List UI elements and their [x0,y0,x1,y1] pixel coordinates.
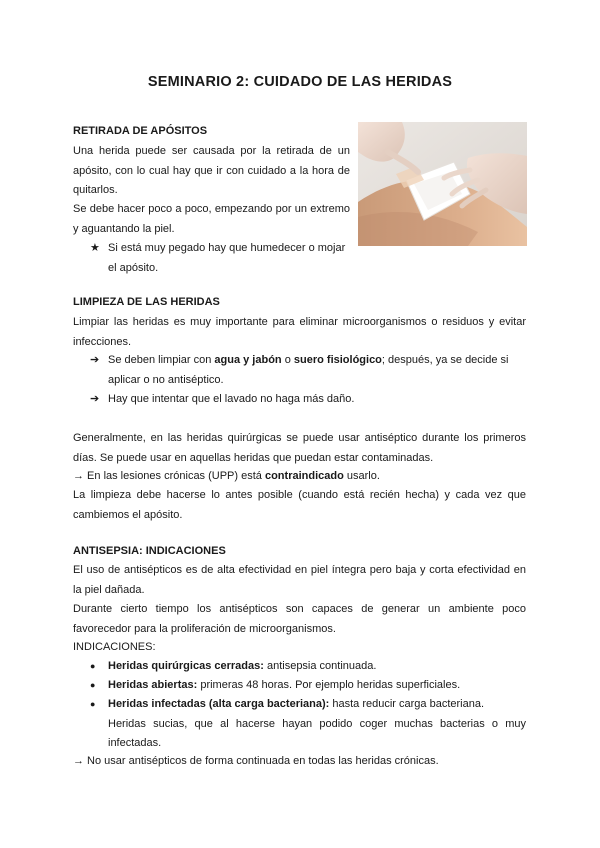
antisepsia-item-3 [108,695,526,715]
star-bullet-icon: ★ [90,242,100,254]
antisepsia-i1-bold: Heridas quirúrgicas cerradas: [108,660,264,672]
retirada-paragraph-1: Una herida puede ser causada por la retirada de un apósito, con lo cual hay que ir con cuidado a la hora de quitarlos. [73,145,350,196]
arrow-bullet-icon: ➔ [90,354,100,366]
antisepsia-i3-text: hasta reducir carga bacteriana. [329,698,485,710]
limpieza-p3-pre: → En las lesiones crónicas (UPP) está [73,470,265,482]
list-item [90,390,528,410]
antisepsia-i2-bold: Heridas abiertas: [108,679,198,691]
page-title: SEMINARIO 2: CUIDADO DE LAS HERIDAS [147,74,453,90]
retirada-bullet-text: Si está muy pegado hay que humedecer o mojar el apósito. [108,242,346,274]
antisepsia-paragraph-1: El uso de antisépticos es de alta efectividad en piel íntegra pero baja y corta efectividad en la piel dañada. [73,564,526,596]
limpieza-paragraph-3 [73,467,526,487]
list-item [90,657,528,677]
dressing-removal-photo [358,122,527,246]
section-heading-antisepsia: ANTISEPSIA: INDICACIONES [73,545,226,557]
limpieza-paragraph-4: La limpieza debe hacerse lo antes posible (cuando está recién hecha) y cada vez que cambiemos el apósito. [73,489,526,521]
antisepsia-i1-text: antisepsia continuada. [263,660,377,672]
antisepsia-item-2 [108,676,526,696]
list-item [90,239,352,279]
section-heading-limpieza: LIMPIEZA DE LAS HERIDAS [73,296,220,308]
limpieza-b1-pre: Se deben limpiar con [108,354,215,366]
limpieza-p3-post: usarlo. [343,470,380,482]
antisepsia-paragraph-4: → No usar antisépticos de forma continuada en todas las heridas crónicas. [73,755,439,767]
retirada-paragraph-2: Se debe hacer poco a poco, empezando por un extremo y aguantando la piel. [73,203,350,235]
limpieza-paragraph-2: Generalmente, en las heridas quirúrgicas se puede usar antiséptico durante los primeros días. Se puede usar en aquellas heridas que puedan estar contaminadas. [73,432,526,464]
limpieza-b1-mid: o [281,354,294,366]
dot-bullet-icon: ● [90,699,96,709]
antisepsia-paragraph-3: INDICACIONES: [73,641,156,653]
antisepsia-item-3-extra: Heridas sucias, que al hacerse hayan podido coger muchas bacterias o muy infectadas. [108,717,526,749]
antisepsia-i3-bold: Heridas infectadas (alta carga bacteriana): [108,698,330,710]
antisepsia-i2-text: primeras 48 horas. Por ejemplo heridas superficiales. [197,679,461,691]
limpieza-bullet-1 [108,351,526,390]
limpieza-b1-bold2: suero fisiológico [293,354,382,366]
limpieza-bullet-2: Hay que intentar que el lavado no haga más daño. [108,393,355,405]
antisepsia-item-1 [108,657,526,677]
limpieza-p3-bold: contraindicado [264,470,344,482]
arrow-bullet-icon: ➔ [90,393,100,405]
list-item [90,695,528,755]
section-heading-retirada: RETIRADA DE APÓSITOS [73,125,208,137]
limpieza-b1-bold1: agua y jabón [214,354,282,366]
limpieza-b1-post: ; después, ya se decide si aplicar o no antiséptico. [108,354,509,386]
dot-bullet-icon: ● [90,661,96,671]
limpieza-paragraph-1: Limpiar las heridas es muy importante para eliminar microorganismos o residuos y evitar infecciones. [73,316,526,348]
list-item [90,676,528,696]
antisepsia-paragraph-2: Durante cierto tiempo los antisépticos son capaces de generar un ambiente poco favorecedor para la proliferación de microorganismos. [73,603,526,635]
list-item [90,351,528,391]
dot-bullet-icon: ● [90,680,96,690]
